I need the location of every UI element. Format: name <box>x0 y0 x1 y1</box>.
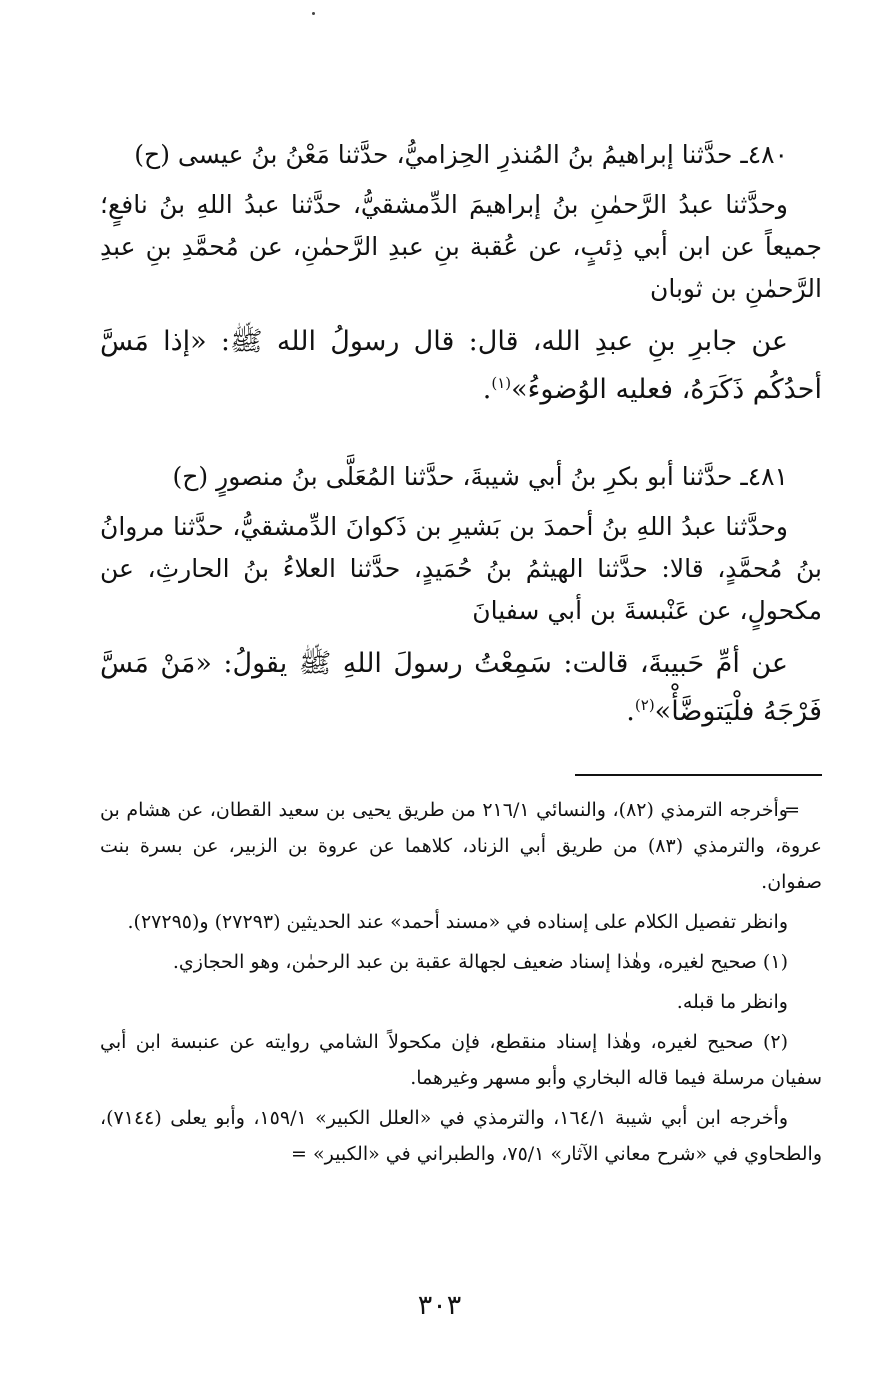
hadith-481-end: . <box>626 696 635 727</box>
page-speck <box>312 12 315 15</box>
footnote-1b: وانظر ما قبله. <box>676 991 788 1013</box>
page-number: ٣٠٣ <box>417 1290 462 1321</box>
footnotes <box>100 792 822 1176</box>
footnote-1: (١) صحيح لغيره، وهٰذا إسناد ضعيف لجهالة عقبة بن عبد الرحمٰن، وهو الحجازي. <box>172 951 788 973</box>
hadith-480-header: ٤٨٠ـ حدَّثنا إبراهيمُ بنُ المُنذرِ الحِزاميُّ، حدَّثنا مَعْنُ بنُ عيسى (ح) <box>134 140 788 169</box>
hadith-480 <box>100 134 822 422</box>
footnote-2b: وأخرجه ابن أبي شيبة ١٦٤/١، والترمذي في «العلل الكبير» ١٥٩/١، وأبو يعلى (٧١٤٤)، والطحاوي في «شرح معاني الآثار» ٧٥/١، والطبراني في «الكبير» = <box>100 1107 822 1165</box>
hadith-481-text <box>100 640 822 736</box>
hadith-481-matn: عن أمِّ حَبيبةَ، قالت: سَمِعْتُ رسولَ اللهِ ﷺ يقولُ: «مَنْ مَسَّ فَرْجَهُ فلْيَتوضَّأْ» <box>100 648 822 727</box>
hadith-480-chain: وحدَّثنا عبدُ الرَّحمٰنِ بنُ إبراهيمَ الدِّمشقيُّ، حدَّثنا عبدُ اللهِ بنُ نافعٍ؛ جميعاً عن ابن أبي ذِئبٍ، عن عُقبة بنِ عبدِ الرَّحمٰنِ، عن مُحمَّدِ بنِ عبدِ الرَّحمٰنِ بن ثوبان <box>100 190 822 303</box>
hadith-481-chain: وحدَّثنا عبدُ اللهِ بنُ أحمدَ بن بَشيرِ بن ذَكوانَ الدِّمشقيُّ، حدَّثنا مروانُ بنُ مُحمَّدٍ، قالا: حدَّثنا الهيثمُ بنُ حُمَيدٍ، حدَّثنا العلاءُ بنُ الحارثِ، عن مكحولٍ، عن عَنْبسةَ بن أبي سفيانَ <box>100 512 822 625</box>
hadith-481-header: ٤٨١ـ حدَّثنا أبو بكرِ بنُ أبي شيبةَ، حدَّثنا المُعَلَّى بنُ منصورٍ (ح) <box>172 462 788 491</box>
footnote-2: (٢) صحيح لغيره، وهٰذا إسناد منقطع، فإن مكحولاً الشامي روايته عن عنبسة ابن أبي سفيان مرسلة فيما قاله البخاري وأبو مسهر وغيرهما. <box>100 1031 822 1089</box>
footnote-ref-2[interactable]: (٢) <box>634 696 655 714</box>
hadith-481 <box>100 456 822 744</box>
hadith-480-text <box>100 318 822 414</box>
hadith-480-end: . <box>482 374 492 405</box>
footnote-continued <box>100 792 822 900</box>
continuation-mark: = <box>784 799 800 821</box>
footnote-separator <box>575 774 822 776</box>
footnote-ref-1[interactable]: (١) <box>491 374 512 392</box>
hadith-480-matn: عن جابرِ بنِ عبدِ الله، قال: قال رسولُ الله ﷺ: «إذا مَسَّ أحدُكُم ذَكَرَهُ، فعليه الوُضوءُ» <box>100 326 822 405</box>
footnote-continued-text: وأخرجه الترمذي (٨٢)، والنسائي ٢١٦/١ من طريق يحيى بن سعيد القطان، عن هشام بن عروة، والترمذي (٨٣) من طريق أبي الزناد، كلاهما عن عروة بن الزبير، عن بسرة بنت صفوان. <box>100 799 822 893</box>
footnote-continued-2: وانظر تفصيل الكلام على إسناده في «مسند أحمد» عند الحديثين (٢٧٢٩٣) و(٢٧٢٩٥). <box>127 911 788 933</box>
